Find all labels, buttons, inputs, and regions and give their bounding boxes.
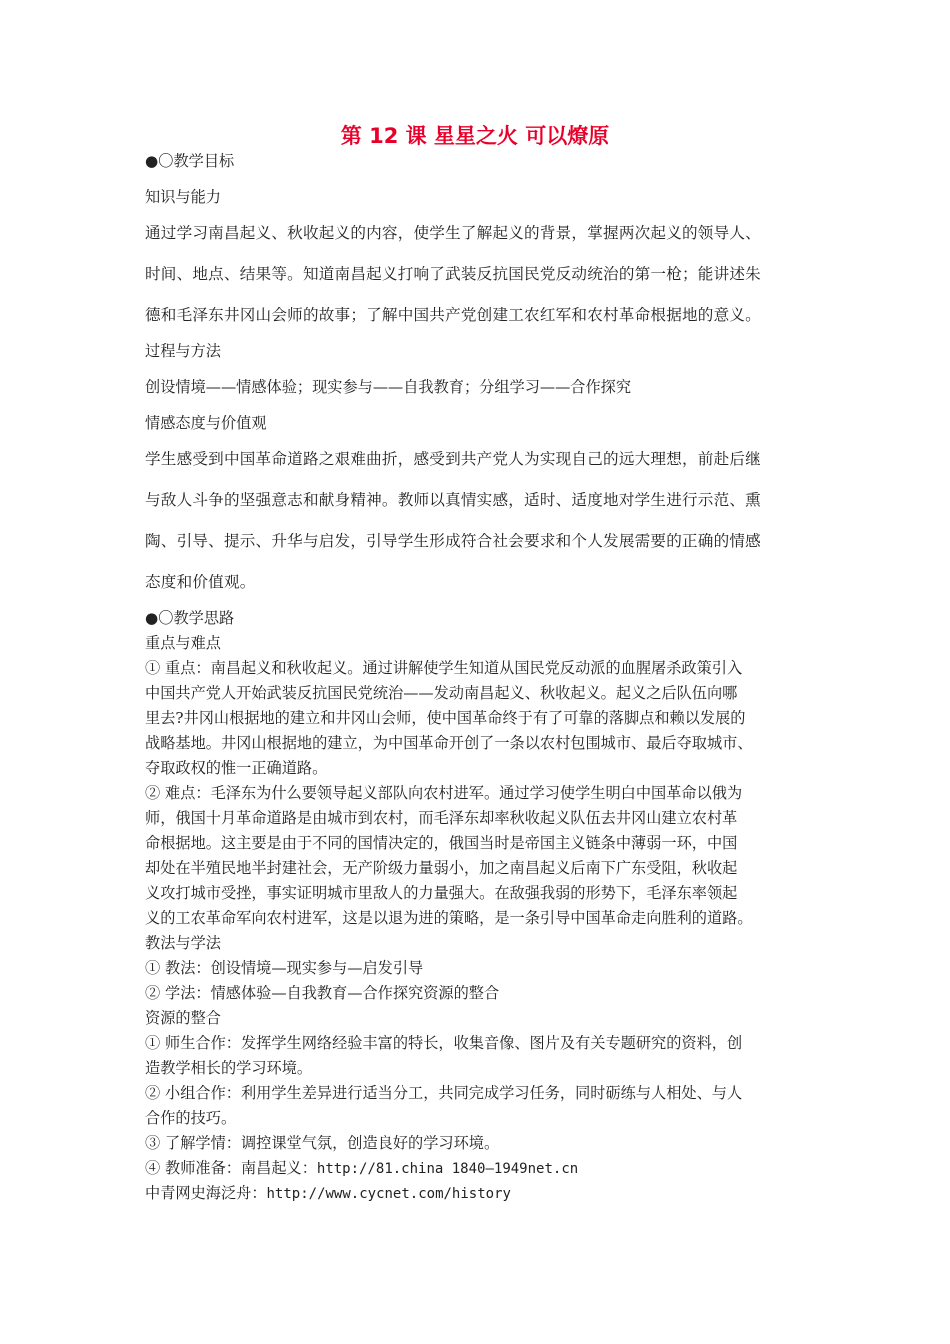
subheading-methods: 教法与学法 (145, 934, 221, 952)
paragraph-line: 通过学习南昌起义、秋收起义的内容，使学生了解起义的背景，掌握两次起义的领导人、 (145, 224, 761, 242)
paragraph-line: 合作的技巧。 (145, 1109, 237, 1127)
paragraph-line: 战略基地。井冈山根据地的建立，为中国革命开创了一条以农村包围城市、最后夺取城市、 (145, 734, 753, 752)
section-heading-approach: ●〇教学思路 (145, 609, 235, 627)
paragraph-line: ② 难点：毛泽东为什么要领导起义部队向农村进军。通过学习使学生明白中国革命以俄为 (145, 784, 743, 802)
paragraph-line: 德和毛泽东井冈山会师的故事；了解中国共产党创建工农红军和农村革命根据地的意义。 (145, 306, 761, 324)
paragraph-line: 夺取政权的惟一正确道路。 (145, 759, 328, 777)
paragraph-line: ② 学法：情感体验—自我教育—合作探究资源的整合 (145, 984, 500, 1002)
paragraph-line: 陶、引导、提示、升华与启发，引导学生形成符合社会要求和个人发展需要的正确的情感 (145, 532, 761, 550)
paragraph-line: ① 重点：南昌起义和秋收起义。通过讲解使学生知道从国民党反动派的血腥屠杀政策引入 (145, 659, 743, 677)
subheading-attitude: 情感态度与价值观 (145, 414, 267, 432)
resource-label: 中青网史海泛舟： (145, 1184, 267, 1202)
paragraph-line: ② 小组合作：利用学生差异进行适当分工，共同完成学习任务，同时砺练与人相处、与人 (145, 1084, 743, 1102)
subheading-process: 过程与方法 (145, 342, 221, 360)
paragraph-line: 义攻打城市受挫，事实证明城市里敌人的力量强大。在敌强我弱的形势下，毛泽东率领起 (145, 884, 738, 902)
paragraph-line: 态度和价值观。 (145, 573, 256, 591)
subheading-knowledge: 知识与能力 (145, 188, 221, 206)
paragraph-line: 创设情境——情感体验；现实参与——自我教育；分组学习——合作探究 (145, 378, 631, 396)
lesson-title: 第 12 课 星星之火 可以燎原 (340, 124, 610, 148)
resource-link[interactable]: http://www.cycnet.com/history (266, 1186, 511, 1202)
section-heading-objectives: ●〇教学目标 (145, 152, 235, 170)
paragraph-line: 师，俄国十月革命道路是由城市到农村，而毛泽东却率秋收起义队伍去井冈山建立农村革 (145, 809, 738, 827)
paragraph-line: ③ 了解学情：调控课堂气氛，创造良好的学习环境。 (145, 1134, 500, 1152)
resource-link[interactable]: http://81.china 1840—1949net.cn (316, 1161, 579, 1177)
resource-line-cycnet (145, 1182, 511, 1205)
paragraph-line: 学生感受到中国革命道路之艰难曲折，感受到共产党人为实现自己的远大理想，前赴后继 (145, 450, 761, 468)
resource-line-nanchang (145, 1157, 578, 1180)
paragraph-line: 命根据地。这主要是由于不同的国情决定的，俄国当时是帝国主义链条中薄弱一环，中国 (145, 834, 738, 852)
paragraph-line: 造教学相长的学习环境。 (145, 1059, 313, 1077)
paragraph-line: 义的工农革命军向农村进军，这是以退为进的策略，是一条引导中国革命走向胜利的道路。 (145, 909, 753, 927)
paragraph-line: 时间、地点、结果等。知道南昌起义打响了武装反抗国民党反动统治的第一枪；能讲述朱 (145, 265, 761, 283)
subheading-key-points: 重点与难点 (145, 634, 221, 652)
paragraph-line: 中国共产党人开始武装反抗国民党统治——发动南昌起义、秋收起义。起义之后队伍向哪 (145, 684, 738, 702)
paragraph-line: ① 教法：创设情境—现实参与—启发引导 (145, 959, 424, 977)
resource-label: ④ 教师准备：南昌起义： (145, 1159, 317, 1177)
paragraph-line: 却处在半殖民地半封建社会，无产阶级力量弱小，加之南昌起义后南下广东受阻，秋收起 (145, 859, 738, 877)
paragraph-line: 里去?井冈山根据地的建立和井冈山会师，使中国革命终于有了可靠的落脚点和赖以发展的 (145, 709, 746, 727)
paragraph-line: 与敌人斗争的坚强意志和献身精神。教师以真情实感，适时、适度地对学生进行示范、熏 (145, 491, 761, 509)
paragraph-line: ① 师生合作：发挥学生网络经验丰富的特长，收集音像、图片及有关专题研究的资料，创 (145, 1034, 743, 1052)
subheading-resources: 资源的整合 (145, 1009, 221, 1027)
